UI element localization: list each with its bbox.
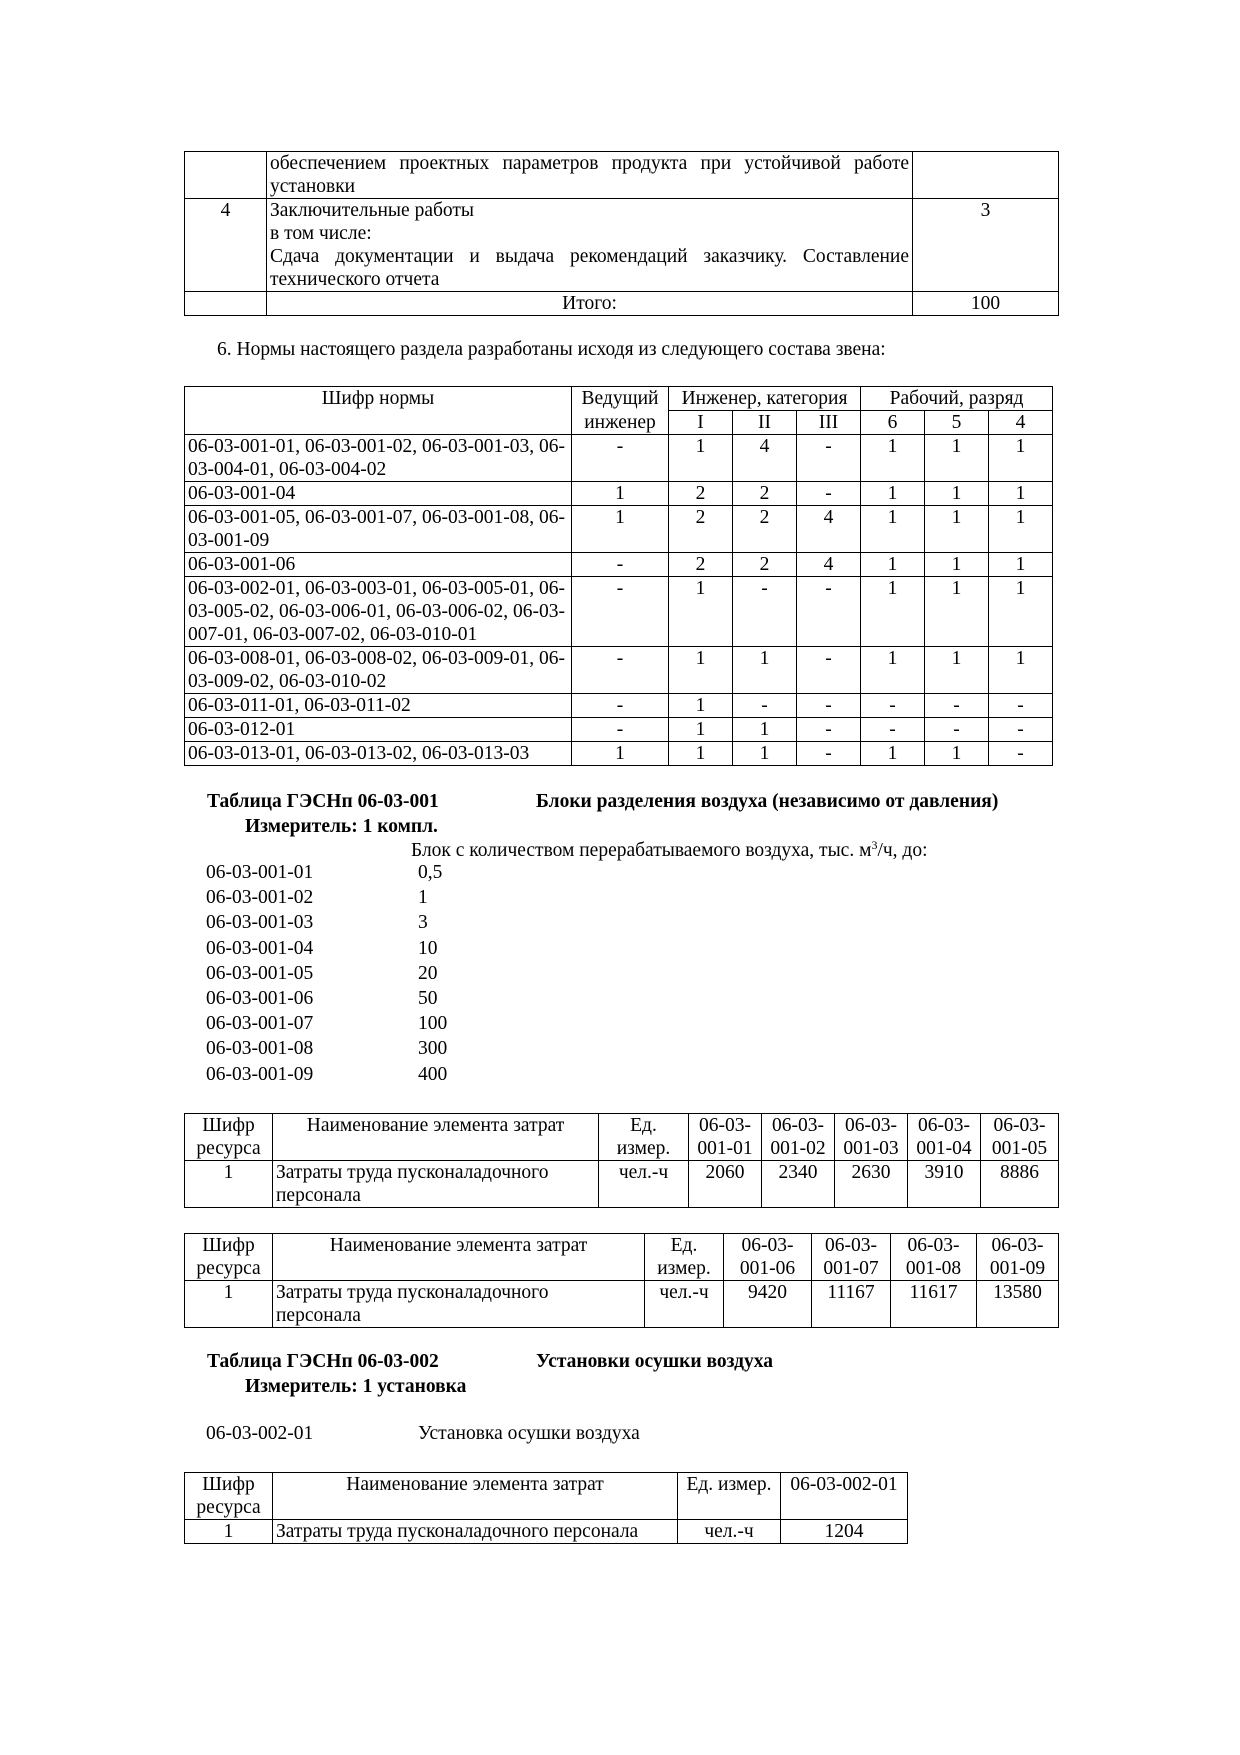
crew-count-cell: 2 [669, 482, 733, 506]
norm-item-value: 20 [418, 962, 438, 984]
col-header-unit: Ед. измер. [599, 1114, 689, 1161]
total-row [185, 292, 1059, 316]
crew-count-cell: 1 [669, 647, 733, 694]
col-header-name: Наименование элемента затрат [273, 1473, 678, 1520]
resource-value: 2060 [689, 1161, 762, 1208]
crew-count-cell: 1 [861, 647, 925, 694]
subtitle-text: Блок с количеством перерабатываемого воздуха, тыс. м [411, 840, 872, 861]
crew-count-cell: 1 [925, 742, 989, 766]
crew-count-cell: - [989, 742, 1053, 766]
table-header-row [185, 387, 1053, 411]
col-header-code: Шифр ресурса [185, 1114, 273, 1161]
resource-unit: чел.-ч [645, 1281, 724, 1328]
norm-item-code: 06-03-001-07 [206, 1013, 314, 1035]
subtitle-tail: /ч, до: [877, 840, 928, 861]
crew-count-cell: - [989, 718, 1053, 742]
norm-codes-cell: 06-03-001-05, 06-03-001-07, 06-03-001-08, 06-03-001-09 [185, 506, 572, 553]
table-row [185, 1161, 1059, 1208]
table-001-unit: Измеритель: 1 компл. [245, 816, 438, 837]
norm-item-value: 100 [418, 1013, 448, 1035]
crew-count-cell: 1 [861, 506, 925, 553]
resource-value: 3910 [908, 1161, 981, 1208]
stage-line: Заключительные работы [270, 200, 475, 221]
cost-table-002 [184, 1472, 908, 1544]
stage-number [185, 152, 267, 199]
crew-count-cell: - [861, 694, 925, 718]
resource-value: 11617 [891, 1281, 977, 1328]
crew-count-cell: 2 [669, 553, 733, 577]
norm-codes-cell: 06-03-002-01, 06-03-003-01, 06-03-005-01, 06-03-005-02, 06-03-006-01, 06-03-006-02, 06-03-007-01, 06-03-007-02, 06-03-010-01 [185, 577, 572, 647]
col-header-code: Шифр нормы [185, 387, 572, 435]
crew-count-cell: 1 [572, 506, 669, 553]
table-row [185, 199, 1059, 292]
crew-count-cell: 1 [861, 742, 925, 766]
crew-count-cell: - [861, 718, 925, 742]
col-header-cat: III [797, 411, 861, 435]
crew-count-cell: 1 [861, 482, 925, 506]
table-row [185, 482, 1053, 506]
crew-count-cell: - [797, 577, 861, 647]
cost-table-001-b [184, 1233, 1059, 1328]
crew-count-cell: - [572, 647, 669, 694]
col-header-norm: 06-03- 001-09 [977, 1234, 1059, 1281]
crew-count-cell: 1 [572, 742, 669, 766]
col-header-norm: 06-03- 001-06 [724, 1234, 812, 1281]
col-header-unit: Ед. измер. [678, 1473, 781, 1520]
crew-count-cell: 1 [733, 718, 797, 742]
col-header-unit: Ед. измер. [645, 1234, 724, 1281]
table-row [185, 718, 1053, 742]
norm-item-code: 06-03-001-08 [206, 1038, 314, 1060]
crew-count-cell: 1 [925, 435, 989, 482]
table-002-unit: Измеритель: 1 установка [245, 1376, 467, 1397]
table-row [185, 694, 1053, 718]
crew-count-cell: 1 [669, 577, 733, 647]
col-header-norm: 06-03- 001-02 [762, 1114, 835, 1161]
resource-name: Затраты труда пусконаладочного персонала [273, 1161, 599, 1208]
norm-item-value: 1 [418, 887, 428, 909]
norm-codes-cell: 06-03-011-01, 06-03-011-02 [185, 694, 572, 718]
norm-item-value: 3 [418, 912, 428, 934]
resource-value: 11167 [812, 1281, 891, 1328]
norm-codes-cell: 06-03-008-01, 06-03-008-02, 06-03-009-01, 06-03-009-02, 06-03-010-02 [185, 647, 572, 694]
resource-unit: чел.-ч [678, 1520, 781, 1544]
norm-item-code: 06-03-001-09 [206, 1063, 314, 1085]
resource-value: 2630 [835, 1161, 908, 1208]
table-row [185, 1520, 908, 1544]
table-row [185, 742, 1053, 766]
crew-count-cell: - [733, 694, 797, 718]
col-header-name: Наименование элемента затрат [273, 1234, 645, 1281]
subtitle-sup: 3 [871, 838, 878, 852]
crew-count-cell: 4 [797, 553, 861, 577]
col-header-norm: 06-03- 001-05 [981, 1114, 1059, 1161]
crew-count-cell: 1 [989, 647, 1053, 694]
col-header-grade: 5 [925, 411, 989, 435]
table-header-row [185, 1473, 908, 1520]
norm-item-code: 06-03-001-03 [206, 912, 314, 934]
resource-value: 1204 [781, 1520, 908, 1544]
crew-count-cell: 1 [861, 435, 925, 482]
crew-count-cell: 4 [797, 506, 861, 553]
norm-item-value: 10 [418, 937, 438, 959]
crew-count-cell: - [572, 577, 669, 647]
col-header-norm: 06-03- 001-08 [891, 1234, 977, 1281]
crew-count-cell: - [989, 694, 1053, 718]
norm-item-value: 0,5 [418, 862, 443, 883]
crew-count-cell: 1 [989, 577, 1053, 647]
crew-count-cell: - [797, 742, 861, 766]
col-header-engineer: Инженер, категория [669, 387, 861, 411]
stage-description [267, 199, 913, 292]
table-header-row [185, 1234, 1059, 1281]
col-header-code: Шифр ресурса [185, 1473, 273, 1520]
crew-count-cell: 2 [733, 482, 797, 506]
resource-value: 8886 [981, 1161, 1059, 1208]
crew-count-cell: 2 [733, 553, 797, 577]
crew-count-cell: - [797, 435, 861, 482]
norm-codes-cell: 06-03-001-04 [185, 482, 572, 506]
table-001-code: Таблица ГЭСНп 06-03-001 [207, 791, 439, 812]
crew-count-cell: - [797, 718, 861, 742]
table-001-subtitle [411, 839, 928, 862]
stage-percent [913, 152, 1059, 199]
norm-codes-cell: 06-03-001-06 [185, 553, 572, 577]
stage-description: обеспечением проектных параметров продукта при устойчивой работе установки [267, 152, 913, 199]
crew-count-cell: 1 [989, 435, 1053, 482]
resource-value: 9420 [724, 1281, 812, 1328]
table-002-name: Установки осушки воздуха [536, 1351, 773, 1372]
norm-item-value: 400 [418, 1063, 448, 1085]
table-row [185, 506, 1053, 553]
resource-code: 1 [185, 1161, 273, 1208]
stage-percent: 3 [913, 199, 1059, 292]
norm-item-value: 300 [418, 1038, 448, 1060]
norm-codes-cell: 06-03-001-01, 06-03-001-02, 06-03-001-03, 06-03-004-01, 06-03-004-02 [185, 435, 572, 482]
norm-codes-cell: 06-03-012-01 [185, 718, 572, 742]
cost-table-001-a [184, 1113, 1059, 1208]
table-header-row [185, 1114, 1059, 1161]
resource-name: Затраты труда пусконаладочного персонала [273, 1281, 645, 1328]
resource-value: 2340 [762, 1161, 835, 1208]
crew-count-cell: - [797, 694, 861, 718]
col-header-norm: 06-03-002-01 [781, 1473, 908, 1520]
crew-count-cell: 1 [733, 742, 797, 766]
crew-count-cell: - [572, 694, 669, 718]
crew-count-cell: 1 [925, 553, 989, 577]
crew-count-cell: - [925, 718, 989, 742]
crew-count-cell: - [572, 553, 669, 577]
resource-unit: чел.-ч [599, 1161, 689, 1208]
crew-count-cell: - [925, 694, 989, 718]
crew-count-cell: - [797, 647, 861, 694]
crew-count-cell: 1 [572, 482, 669, 506]
norm-item-name: Установка осушки воздуха [418, 1423, 640, 1444]
resource-value: 13580 [977, 1281, 1059, 1328]
norm-item-value: 50 [418, 988, 438, 1009]
crew-count-cell: - [797, 482, 861, 506]
crew-count-cell: 1 [989, 482, 1053, 506]
crew-count-cell: 1 [989, 553, 1053, 577]
crew-count-cell: 1 [861, 577, 925, 647]
total-label: Итого: [267, 292, 913, 316]
table-001-name: Блоки разделения воздуха (независимо от давления) [536, 791, 999, 812]
crew-count-cell: 1 [925, 506, 989, 553]
col-header-norm: 06-03- 001-01 [689, 1114, 762, 1161]
crew-count-cell: 1 [925, 577, 989, 647]
table-row [185, 152, 1059, 199]
table-row [185, 553, 1053, 577]
crew-count-cell: 1 [669, 742, 733, 766]
crew-count-cell: - [733, 577, 797, 647]
crew-count-cell: 1 [733, 647, 797, 694]
col-header-grade: 6 [861, 411, 925, 435]
col-header-cat: II [733, 411, 797, 435]
col-header-norm: 06-03- 001-04 [908, 1114, 981, 1161]
norm-item-code: 06-03-001-02 [206, 887, 314, 909]
crew-count-cell: 2 [733, 506, 797, 553]
section-6-text: 6. Нормы настоящего раздела разработаны исходя из следующего состава звена: [217, 339, 886, 360]
crew-table [184, 386, 1053, 766]
col-header-worker: Рабочий, разряд [861, 387, 1053, 411]
crew-count-cell: 1 [989, 506, 1053, 553]
col-header-lead-2: инженер [572, 411, 669, 435]
col-header-norm: 06-03- 001-03 [835, 1114, 908, 1161]
stage-number: 4 [185, 199, 267, 292]
norm-item-code: 06-03-001-01 [206, 862, 314, 883]
crew-count-cell: 1 [861, 553, 925, 577]
col-header-cat: I [669, 411, 733, 435]
col-header-norm: 06-03- 001-07 [812, 1234, 891, 1281]
table-row [185, 647, 1053, 694]
col-header-code: Шифр ресурса [185, 1234, 273, 1281]
table-row [185, 577, 1053, 647]
stages-table [184, 151, 1059, 316]
norm-item-code: 06-03-001-05 [206, 962, 314, 984]
resource-code: 1 [185, 1281, 273, 1328]
norm-item-code: 06-03-002-01 [206, 1423, 314, 1444]
col-header-name: Наименование элемента затрат [273, 1114, 599, 1161]
crew-count-cell: - [572, 718, 669, 742]
crew-count-cell: 1 [669, 718, 733, 742]
crew-count-cell: - [572, 435, 669, 482]
table-row [185, 435, 1053, 482]
table-row [185, 1281, 1059, 1328]
norm-codes-cell: 06-03-013-01, 06-03-013-02, 06-03-013-03 [185, 742, 572, 766]
crew-count-cell: 4 [733, 435, 797, 482]
table-002-code: Таблица ГЭСНп 06-03-002 [207, 1351, 439, 1372]
stage-line: в том числе: [270, 223, 372, 244]
crew-count-cell: 1 [925, 647, 989, 694]
total-value: 100 [913, 292, 1059, 316]
norm-item-code: 06-03-001-04 [206, 937, 314, 959]
crew-count-cell: 2 [669, 506, 733, 553]
crew-count-cell: 1 [669, 435, 733, 482]
resource-code: 1 [185, 1520, 273, 1544]
resource-name: Затраты труда пусконаладочного персонала [273, 1520, 678, 1544]
col-header-lead: Ведущий [572, 387, 669, 411]
norm-item-code: 06-03-001-06 [206, 988, 314, 1009]
crew-count-cell: 1 [669, 694, 733, 718]
crew-count-cell: 1 [925, 482, 989, 506]
col-header-grade: 4 [989, 411, 1053, 435]
stage-line: Сдача документации и выдача рекомендаций заказчику. Составление технического отчета [270, 246, 909, 290]
